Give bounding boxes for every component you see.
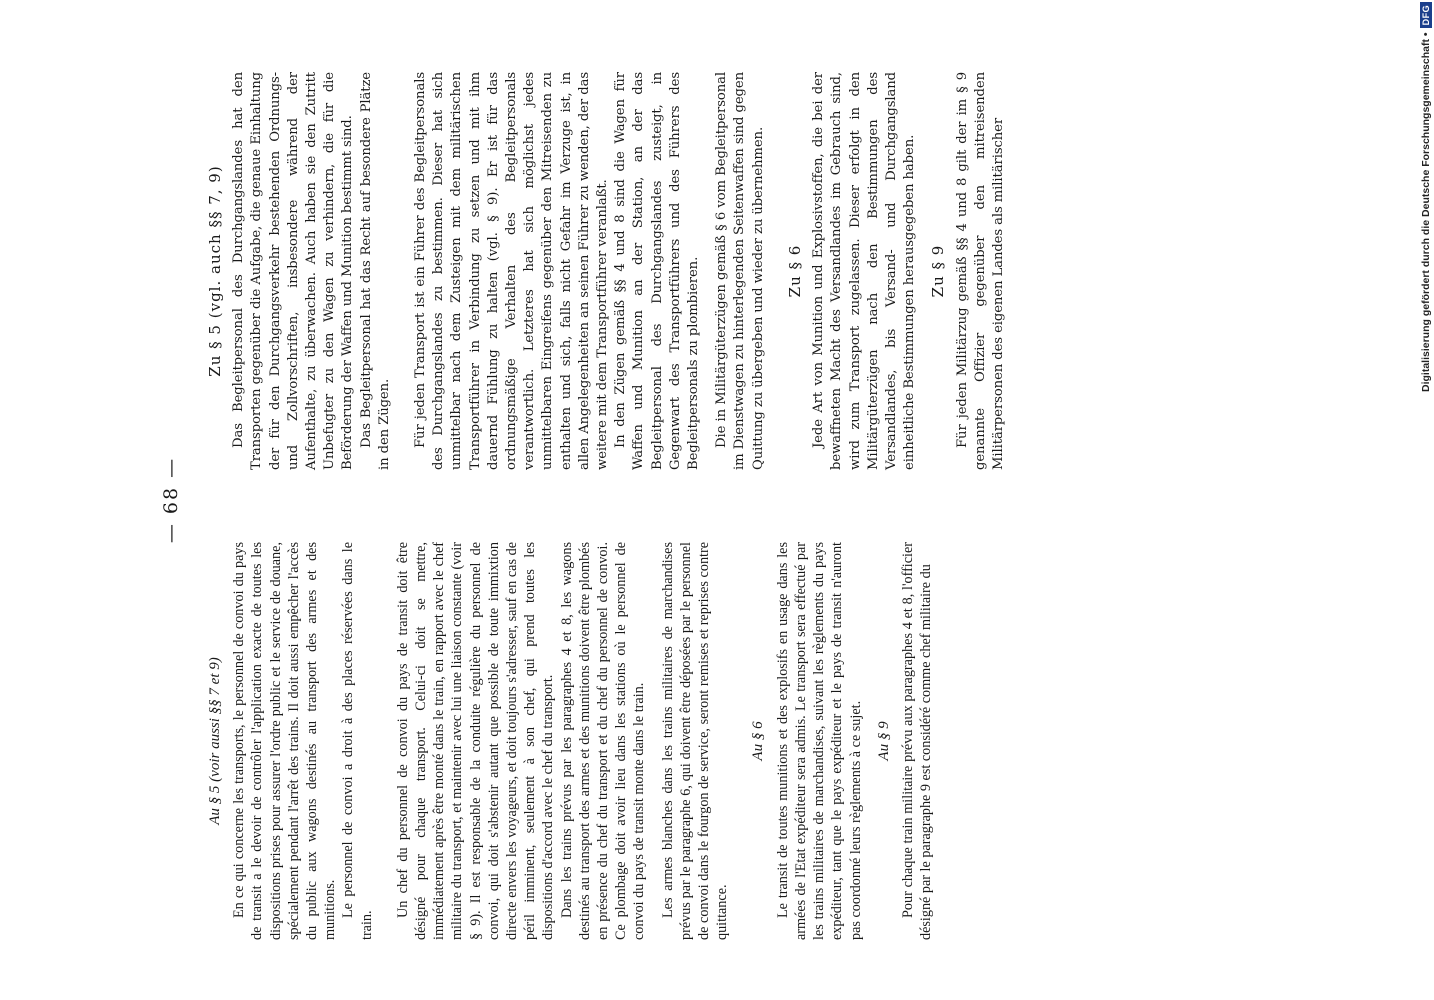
german-section-title: Zu § 5 (vgl. auch §§ 7, 9) — [206, 165, 224, 377]
french-section-title: Au § 9 — [875, 721, 892, 761]
german-paragraph: Das Begleitpersonal des Durchgangslandes hat den Transporten gegenüber die Aufgabe, die genaue Einhaltung der für den Durchgangsverkehr bestehenden Ordnungs- und Zollvorschriften, insbesondere während der Aufenthalte, zu überwachen. Auch haben sie den Zutritt Unbefugter zu den Wagen zu verhindern, die für die Beförderung der Waffen und Munition bestimmt sind. — [231, 72, 356, 470]
german-section-title: Zu § 6 — [785, 244, 804, 298]
french-section-5 — [206, 542, 376, 940]
page-number: — 68 — — [160, 456, 182, 544]
french-section-5-continued — [394, 542, 732, 940]
german-paragraph: Für jeden Militärzug gemäß §§ 4 und 8 gilt der im § 9 genannte Offizier gegenüber den mitreisenden Militärpersonen des eigenen Landes als militärischer — [954, 72, 1006, 470]
digitization-credit — [1416, 4, 1434, 392]
dfg-logo: DFG — [1420, 2, 1432, 29]
german-section-5 — [206, 72, 394, 470]
french-section-9 — [875, 542, 936, 940]
german-paragraph: Das Begleitpersonal hat das Recht auf besondere Plätze in den Zügen. — [358, 72, 392, 470]
french-section-title: Au § 5 (voir aussi §§ 7 et 9) — [207, 657, 223, 825]
german-section-9 — [929, 72, 1008, 470]
german-paragraph: Jede Art von Munition und Explosivstoffen, die bei der bewaffneten Macht des Versandlandes im Gebrauch sind, wird zum Transport zugelassen. Dieser erfolgt in den Militärgüterzügen nach den Bestimmungen des Versandlandes, bis Versand- und Durchgangsland einheitliche Bestimmungen herausgegeben haben. — [811, 72, 918, 470]
french-paragraph: Dans les trains prévus par les paragraphes 4 et 8, les wagons destinés au transport des armes et des munitions doivent être plombés en présence du chef du transport et du chef du personnel de convoi. Ce plombage doit avoir lieu dans les stations où le personnel de convoi du pays de transit monte dans le train. — [558, 542, 648, 940]
german-paragraph: In den Zügen gemäß §§ 4 und 8 sind die Wagen für Waffen und Munition an der Station, an der das Begleitpersonal des Durchgangslandes zusteigt, in Gegenwart des Transportführers und des Führers des Begleitpersonals zu plombieren. — [613, 72, 702, 470]
scanned-page — [160, 60, 1110, 940]
credit-text: Digitalisierung gefördert durch die Deutsche Forschungsgemeinschaft • — [1420, 32, 1432, 392]
french-paragraph: Le personnel de convoi a droit à des places réservées dans le train. — [340, 542, 375, 940]
german-section-title: Zu § 9 — [929, 244, 948, 298]
french-section-title: Au § 6 — [750, 721, 767, 761]
german-column — [206, 72, 1008, 470]
german-section-5-continued — [412, 72, 768, 470]
french-paragraph: Pour chaque train militaire prévu aux paragraphes 4 et 8, l'officier désigné par le paragraphe 9 est considéré comme chef militaire du — [899, 542, 935, 940]
french-paragraph: Le transit de toutes munitions et des explosifs en usage dans les armées de l'Etat expéditeur sera admis. Le transport sera effectué par les trains militaires de marchandises, suivant les règlements du pays expéditeur, tant que le pays expéditeur et le pays de transit n'auront pas coordonné leurs règlements à ce sujet. — [774, 542, 864, 940]
german-paragraph: Für jeden Transport ist ein Führer des Begleitpersonals des Durchgangslandes zu bestimmen. Dieser hat sich unmittelbar nach dem Zusteigen mit dem militärischen Transportführer in Verbindung zu setzen und mit ihm dauernd Fühlung zu halten (vgl. § 9). Er ist für das ordnungsmäßige Verhalten des Begleitpersonals verantwortlich. Letzteres hat sich möglichst jedes unmittelbaren Eingreifens gegenüber den Mitreisenden zu enthalten und sich, falls nicht Gefahr im Verzuge ist, in allen Angelegenheiten an seinen Führer zu wenden, der das weitere mit dem Transportführer veranlaßt. — [413, 72, 611, 470]
french-paragraph: En ce qui concerne les transports, le personnel de convoi du pays de transit a le devoir de contrôler l'application exacte de toutes les dispositions prises pour assurer l'ordre public et le service de douane, spécialement pendant l'arrêt des trains. Il doit aussi empêcher l'accès du public aux wagons destinés au transport des armes et des munitions. — [231, 542, 339, 940]
german-paragraph: Die in Militärgüterzügen gemäß § 6 vom Begleitpersonal im Dienstwagen zu hinterlegenden Seitenwaffen sind gegen Quittung zu übergeben und wieder zu übernehmen. — [714, 72, 766, 470]
french-column — [206, 542, 935, 940]
french-paragraph: Les armes blanches dans les trains militaires de marchandises prévus par le paragraphe 6, qui doivent être déposées par le personnel de convoi dans le fourgon de service, seront remises et reprises contre quittance. — [659, 542, 731, 940]
german-section-6 — [786, 72, 919, 470]
french-section-6 — [749, 542, 864, 940]
french-paragraph: Un chef du personnel de convoi du pays de transit doit être désigné pour chaque transport. Celui-ci doit se mettre, immédiatement après être monté dans le train, en rapport avec le chef militaire du transport, et maintenir avec lui une liaison constante (voir § 9). Il est responsable de la conduite régulière du personnel de convoi, qui doit s'abstenir autant que possible de toute immixtion directe envers les voyageurs, et doit toujours s'adresser, sauf en cas de péril imminent, seulement à son chef, qui prend toutes les dispositions d'accord avec le chef du transport. — [394, 542, 557, 940]
